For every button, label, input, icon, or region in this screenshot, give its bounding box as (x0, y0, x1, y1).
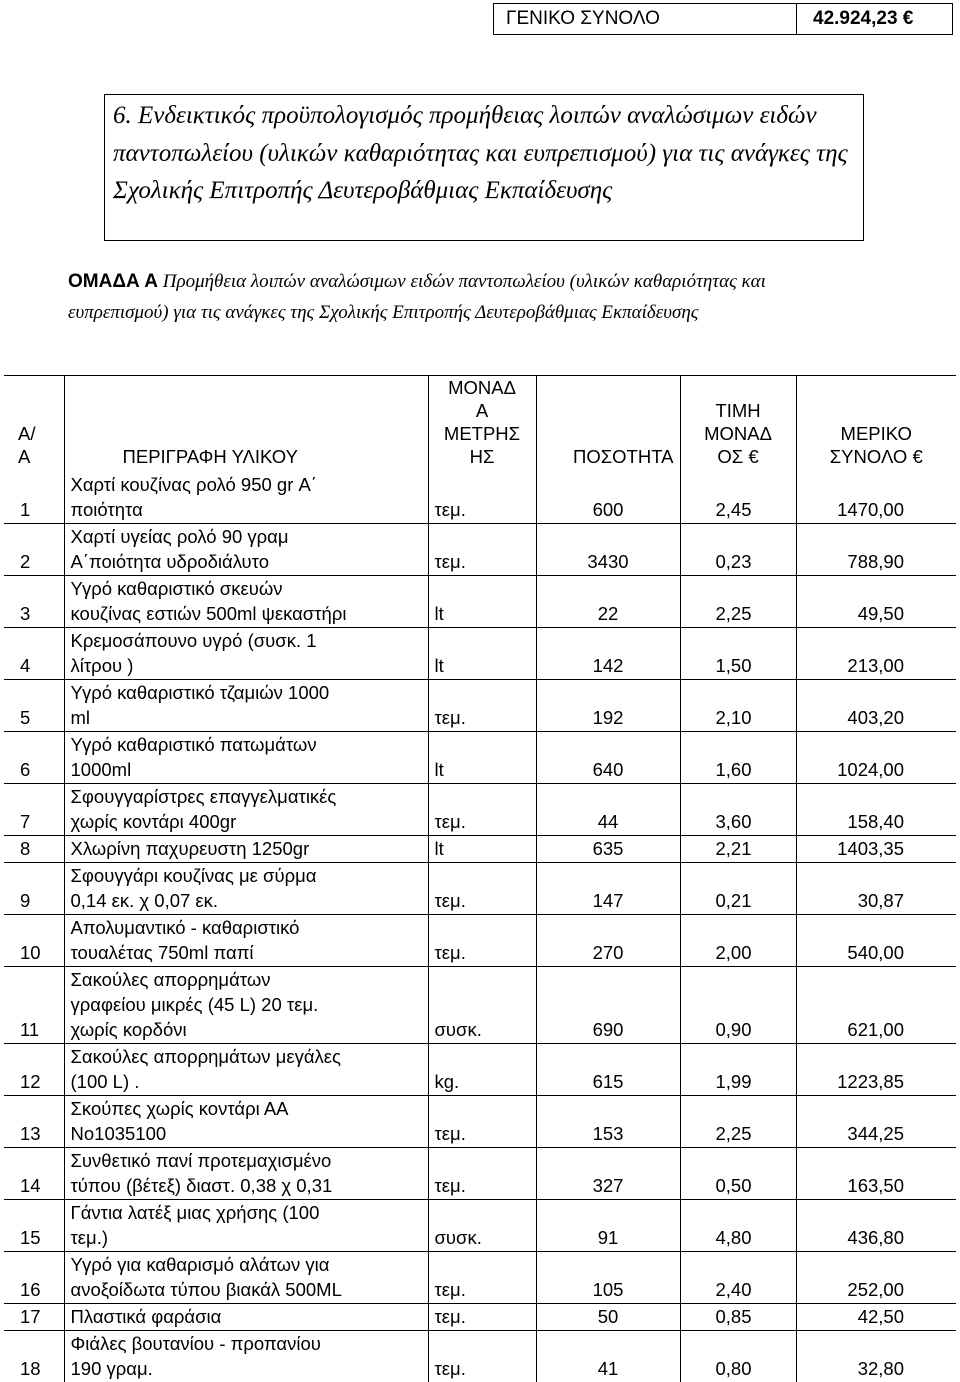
row-unit-price: 3,60 (680, 784, 796, 836)
table-row (4, 836, 956, 863)
header-line: ΜΕΡΙΚΟ (797, 422, 957, 445)
grand-total-label: ΓΕΝΙΚΟ ΣΥΝΟΛΟ (494, 4, 797, 34)
description-line: 190 γραμ. (71, 1356, 424, 1381)
grand-total-value: 42.924,23 € (797, 4, 952, 34)
row-unit: τεμ. (428, 524, 536, 576)
table-row (4, 1096, 956, 1148)
description-line: Απολυμαντικό - καθαριστικό (71, 915, 424, 940)
header-subtotal (796, 376, 956, 473)
row-unit-price: 4,80 (680, 1200, 796, 1252)
row-subtotal: 344,25 (796, 1096, 956, 1148)
row-quantity: 44 (536, 784, 680, 836)
description-line: λίτρου ) (71, 653, 424, 678)
row-unit: τεμ. (428, 1304, 536, 1331)
table-row (4, 680, 956, 732)
row-subtotal: 1403,35 (796, 836, 956, 863)
row-subtotal: 621,00 (796, 967, 956, 1044)
row-subtotal: 49,50 (796, 576, 956, 628)
row-unit: lt (428, 732, 536, 784)
row-unit-price: 1,99 (680, 1044, 796, 1096)
row-quantity: 600 (536, 472, 680, 524)
row-unit: τεμ. (428, 1252, 536, 1304)
description-line: ml (71, 705, 424, 730)
row-description (64, 1096, 428, 1148)
row-description (64, 1044, 428, 1096)
header-line: ΟΣ € (681, 445, 796, 468)
header-line: ΤΙΜΗ (681, 399, 796, 422)
header-line: ΗΣ (429, 445, 536, 468)
row-unit-price: 2,40 (680, 1252, 796, 1304)
row-unit: τεμ. (428, 1331, 536, 1382)
row-subtotal: 158,40 (796, 784, 956, 836)
row-number: 17 (4, 1304, 64, 1331)
description-line: (100 L) . (71, 1069, 424, 1094)
row-subtotal: 213,00 (796, 628, 956, 680)
description-line: ανοξοίδωτα τύπου βιακάλ 500ML (71, 1277, 424, 1302)
row-number: 8 (4, 836, 64, 863)
section-heading (104, 94, 864, 241)
row-description (64, 784, 428, 836)
description-line: τουαλέτας 750ml παπί (71, 940, 424, 965)
description-line: Συνθετικό πανί προτεμαχισμένο (71, 1148, 424, 1173)
row-number: 5 (4, 680, 64, 732)
description-line: Σφουγγάρι κουζίνας με σύρμα (71, 863, 424, 888)
table-row (4, 1252, 956, 1304)
row-subtotal: 42,50 (796, 1304, 956, 1331)
row-description (64, 472, 428, 524)
row-unit-price: 2,00 (680, 915, 796, 967)
row-description (64, 680, 428, 732)
row-unit: τεμ. (428, 1148, 536, 1200)
row-description (64, 1200, 428, 1252)
description-line: γραφείου μικρές (45 L) 20 τεμ. (71, 992, 424, 1017)
header-line: ΜΟΝΑΔ (429, 376, 536, 399)
table-row (4, 1044, 956, 1096)
description-line: Σακούλες απορρημάτων (71, 967, 424, 992)
row-unit-price: 2,10 (680, 680, 796, 732)
description-line: Υγρό για καθαρισμό αλάτων για (71, 1252, 424, 1277)
row-unit: τεμ. (428, 915, 536, 967)
row-unit-price: 0,80 (680, 1331, 796, 1382)
row-quantity: 50 (536, 1304, 680, 1331)
grand-total-box (493, 3, 953, 35)
row-description (64, 1148, 428, 1200)
row-unit: lt (428, 836, 536, 863)
section-number: 6. (113, 102, 132, 129)
row-subtotal: 32,80 (796, 1331, 956, 1382)
description-line: τύπου (βέτεξ) διαστ. 0,38 χ 0,31 (71, 1173, 424, 1198)
description-line: Α΄ποιότητα υδροδιάλυτο (71, 549, 424, 574)
description-line: Χλωρίνη παχυρευστη 1250gr (71, 836, 424, 861)
row-unit: lt (428, 576, 536, 628)
group-label: ΟΜΑΔΑ Α (68, 271, 158, 292)
row-number: 3 (4, 576, 64, 628)
row-subtotal: 1223,85 (796, 1044, 956, 1096)
description-line: ποιότητα (71, 497, 424, 522)
row-number: 2 (4, 524, 64, 576)
description-line: Υγρό καθαριστικό σκευών (71, 576, 424, 601)
description-line: Σφουγγαρίστρες επαγγελματικές (71, 784, 424, 809)
row-description (64, 836, 428, 863)
description-line: χωρίς κορδόνι (71, 1017, 424, 1042)
header-line: ΣΥΝΟΛΟ € (797, 445, 957, 468)
row-number: 16 (4, 1252, 64, 1304)
row-description (64, 915, 428, 967)
row-subtotal: 252,00 (796, 1252, 956, 1304)
table-row (4, 472, 956, 524)
description-line: Φιάλες βουτανίου - προπανίου (71, 1331, 424, 1356)
row-description (64, 863, 428, 915)
row-description (64, 576, 428, 628)
row-number: 18 (4, 1331, 64, 1382)
description-line: τεμ.) (71, 1225, 424, 1250)
group-title (68, 266, 848, 328)
row-subtotal: 403,20 (796, 680, 956, 732)
row-unit-price: 2,25 (680, 576, 796, 628)
table-row (4, 1331, 956, 1382)
row-number: 12 (4, 1044, 64, 1096)
description-line: Νο1035100 (71, 1121, 424, 1146)
row-number: 6 (4, 732, 64, 784)
row-unit: συσκ. (428, 1200, 536, 1252)
row-number: 9 (4, 863, 64, 915)
row-number: 7 (4, 784, 64, 836)
table-body (4, 472, 956, 1382)
row-subtotal: 1470,00 (796, 472, 956, 524)
row-subtotal: 436,80 (796, 1200, 956, 1252)
table-row (4, 784, 956, 836)
description-line: κουζίνας εστιών 500ml ψεκαστήρι (71, 601, 424, 626)
description-line: Γάντια λατέξ μιας χρήσης (100 (71, 1200, 424, 1225)
row-description (64, 1252, 428, 1304)
row-number: 4 (4, 628, 64, 680)
row-quantity: 91 (536, 1200, 680, 1252)
row-quantity: 147 (536, 863, 680, 915)
row-description (64, 1304, 428, 1331)
header-line: Α (18, 445, 64, 468)
row-description (64, 524, 428, 576)
row-unit: συσκ. (428, 967, 536, 1044)
row-quantity: 153 (536, 1096, 680, 1148)
table-row (4, 863, 956, 915)
row-unit-price: 0,85 (680, 1304, 796, 1331)
header-unit-price (680, 376, 796, 473)
row-quantity: 105 (536, 1252, 680, 1304)
row-subtotal: 30,87 (796, 863, 956, 915)
header-unit (428, 376, 536, 473)
table-row (4, 1148, 956, 1200)
description-line: χωρίς κοντάρι 400gr (71, 809, 424, 834)
header-line: Α (429, 399, 536, 422)
row-number: 10 (4, 915, 64, 967)
table-row (4, 576, 956, 628)
row-unit: kg. (428, 1044, 536, 1096)
row-unit: lt (428, 628, 536, 680)
section-title: Ενδεικτικός προϋπολογισμός προμήθειας λοιπών αναλώσιμων ειδών παντοπωλείου (υλικών καθαριότητας και ευπρεπισμού) για τις ανάγκες της Σχολικής Επιτροπής Δευτεροβάθμιας Εκπαίδευσης (113, 102, 848, 204)
header-description: ΠΕΡΙΓΡΑΦΗ ΥΛΙΚΟΥ (64, 376, 428, 473)
table-header-row (4, 376, 956, 473)
items-table (4, 375, 956, 1382)
header-quantity: ΠΟΣΟΤΗΤΑ (536, 376, 680, 473)
row-quantity: 41 (536, 1331, 680, 1382)
row-number: 13 (4, 1096, 64, 1148)
header-line: Α/ (18, 422, 64, 445)
row-unit-price: 1,60 (680, 732, 796, 784)
row-unit-price: 0,90 (680, 967, 796, 1044)
row-subtotal: 788,90 (796, 524, 956, 576)
row-description (64, 628, 428, 680)
row-number: 11 (4, 967, 64, 1044)
description-line: Πλαστικά φαράσια (71, 1304, 424, 1329)
row-unit-price: 2,21 (680, 836, 796, 863)
row-subtotal: 163,50 (796, 1148, 956, 1200)
row-unit: τεμ. (428, 680, 536, 732)
description-line: Κρεμοσάπουνο υγρό (συσκ. 1 (71, 628, 424, 653)
table-row (4, 1304, 956, 1331)
row-unit-price: 0,21 (680, 863, 796, 915)
description-line: Χαρτί κουζίνας ρολό 950 gr Α΄ (71, 472, 424, 497)
row-quantity: 640 (536, 732, 680, 784)
table-row (4, 1200, 956, 1252)
row-number: 1 (4, 472, 64, 524)
table-row (4, 732, 956, 784)
row-unit-price: 2,45 (680, 472, 796, 524)
header-line: ΜΕΤΡΗΣ (429, 422, 536, 445)
table-row (4, 524, 956, 576)
row-subtotal: 540,00 (796, 915, 956, 967)
row-quantity: 635 (536, 836, 680, 863)
group-description: Προμήθεια λοιπών αναλώσιμων ειδών παντοπωλείου (υλικών καθαριότητας και ευπρεπισμού) για τις ανάγκες της Σχολικής Επιτροπής Δευτεροβάθμιας Εκπαίδευσης (68, 271, 766, 323)
description-line: 1000ml (71, 757, 424, 782)
row-unit-price: 1,50 (680, 628, 796, 680)
row-description (64, 967, 428, 1044)
row-quantity: 327 (536, 1148, 680, 1200)
description-line: Υγρό καθαριστικό πατωμάτων (71, 732, 424, 757)
table-row (4, 915, 956, 967)
row-number: 15 (4, 1200, 64, 1252)
table-row (4, 628, 956, 680)
row-unit: τεμ. (428, 784, 536, 836)
row-description (64, 1331, 428, 1382)
row-description (64, 732, 428, 784)
row-quantity: 3430 (536, 524, 680, 576)
row-unit-price: 2,25 (680, 1096, 796, 1148)
row-unit-price: 0,23 (680, 524, 796, 576)
description-line: Σακούλες απορρημάτων μεγάλες (71, 1044, 424, 1069)
row-quantity: 22 (536, 576, 680, 628)
row-unit: τεμ. (428, 472, 536, 524)
header-aa (4, 376, 64, 473)
row-quantity: 270 (536, 915, 680, 967)
row-subtotal: 1024,00 (796, 732, 956, 784)
table-row (4, 967, 956, 1044)
header-line: ΜΟΝΑΔ (681, 422, 796, 445)
row-unit: τεμ. (428, 1096, 536, 1148)
row-quantity: 142 (536, 628, 680, 680)
description-line: Υγρό καθαριστικό τζαμιών 1000 (71, 680, 424, 705)
row-quantity: 615 (536, 1044, 680, 1096)
description-line: Χαρτί υγείας ρολό 90 γραμ (71, 524, 424, 549)
row-quantity: 690 (536, 967, 680, 1044)
row-number: 14 (4, 1148, 64, 1200)
description-line: 0,14 εκ. χ 0,07 εκ. (71, 888, 424, 913)
row-unit-price: 0,50 (680, 1148, 796, 1200)
row-unit: τεμ. (428, 863, 536, 915)
row-quantity: 192 (536, 680, 680, 732)
description-line: Σκούπες χωρίς κοντάρι ΑΑ (71, 1096, 424, 1121)
